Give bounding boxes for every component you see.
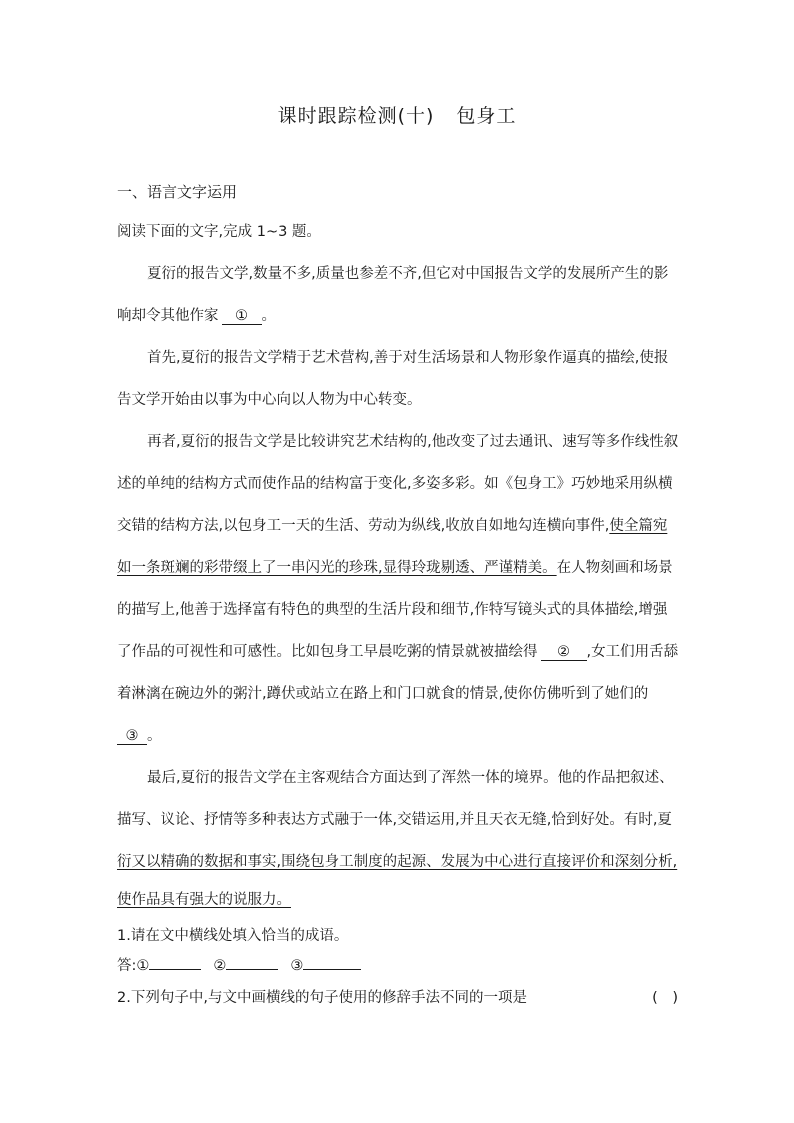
answer-line-2[interactable] <box>226 956 278 970</box>
answer-label: 答:① <box>117 958 150 974</box>
question-2: 2.下列句子中,与文中画横线的句子使用的修辞手法不同的一项是 <box>117 990 527 1006</box>
title-main: 课时跟踪检测(十) <box>277 105 435 127</box>
fill-blank-1: ① <box>222 308 262 325</box>
passage-text: 交错的结构方法,以包身工一天的生活、劳动为纵线,收放自如地勾连横向事件, <box>117 518 610 534</box>
passage-line: 夏衍的报告文学,数量不多,质量也参差不齐,但它对中国报告文学的发展所产生的影 <box>147 266 669 282</box>
passage-line <box>117 558 673 578</box>
title-sub: 包身工 <box>456 105 517 127</box>
reading-instruction: 阅读下面的文字,完成 1~3 题。 <box>117 224 321 240</box>
passage-line <box>117 890 291 910</box>
answer-label-2: ② <box>213 958 227 974</box>
passage-line: 的描写上,他善于选择富有特色的典型的生活片段和细节,作特写镜头式的具体描绘,增强 <box>117 602 668 618</box>
passage-text: ,女工们用舌舔 <box>586 644 679 660</box>
answer-line-1[interactable] <box>149 956 201 970</box>
passage-text: 。 <box>147 728 162 744</box>
fill-blank-2: ② <box>541 644 587 661</box>
answer-label-3: ③ <box>290 958 304 974</box>
fill-blank-3: ③ <box>117 728 147 745</box>
passage-line: 再者,夏衍的报告文学是比较讲究艺术结构的,他改变了过去通讯、速写等多作线性叙 <box>147 434 679 450</box>
passage-text: 在人物刻画和场景 <box>556 560 673 576</box>
passage-line: 着淋漓在碗边外的粥汁,蹲伏或站立在路上和门口就食的情景,使你仿佛听到了她们的 <box>117 686 649 702</box>
section-heading: 一、语言文字运用 <box>117 183 238 201</box>
passage-line <box>117 726 162 746</box>
underlined-sentence: 使作品具有强大的说服力。 <box>117 892 291 908</box>
answer-line-3[interactable] <box>303 956 361 970</box>
underlined-sentence: 使全篇宛 <box>609 518 668 534</box>
passage-line <box>117 642 678 662</box>
passage-line: 描写、议论、抒情等多种表达方式融于一体,交错运用,并且天衣无缝,恰到好处。有时,夏 <box>117 812 672 828</box>
passage-text: 。 <box>261 308 276 324</box>
passage-line: 述的单纯的结构方式而使作品的结构富于变化,多姿多彩。如《包身工》巧妙地采用纵横 <box>117 476 673 492</box>
answer-paren[interactable]: ( ) <box>652 990 678 1006</box>
passage-text: 了作品的可视性和可感性。比如包身工早晨吃粥的情景就被描绘得 <box>117 644 538 660</box>
passage-line <box>117 306 276 326</box>
passage-line: 首先,夏衍的报告文学精于艺术营构,善于对生活场景和人物形象作逼真的描绘,使报 <box>147 350 669 366</box>
question-1: 1.请在文中横线处填入恰当的成语。 <box>117 928 349 944</box>
underlined-sentence: 衍又以精确的数据和事实,围绕包身工制度的起源、发展为中心进行直接评价和深刻分析, <box>117 854 678 870</box>
passage-text: 响却令其他作家 <box>117 308 219 324</box>
passage-line: 最后,夏衍的报告文学在主客观结合方面达到了浑然一体的境界。他的作品把叙述、 <box>147 770 674 786</box>
underlined-sentence: 如一条斑斓的彩带缀上了一串闪光的珍珠,显得玲珑剔透、严谨精美。 <box>117 560 557 576</box>
answer-row <box>117 956 373 976</box>
page-title <box>0 104 794 128</box>
passage-line <box>117 516 667 536</box>
passage-line: 告文学开始由以事为中心向以人物为中心转变。 <box>117 392 422 408</box>
passage-line <box>117 852 677 872</box>
